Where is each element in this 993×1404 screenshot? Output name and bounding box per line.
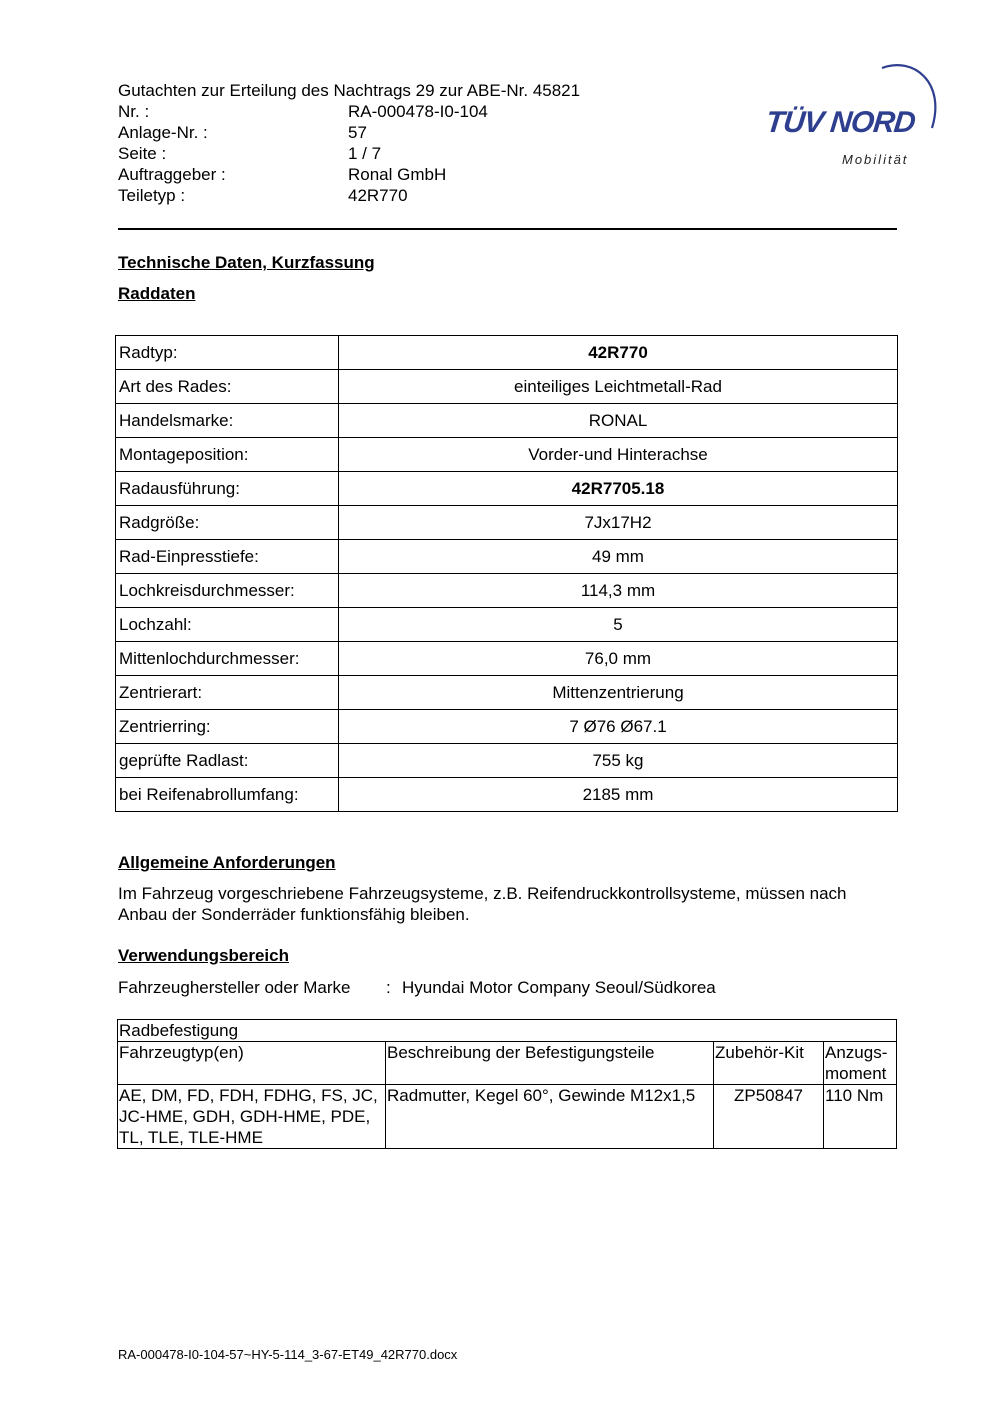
footer-filename: RA-000478-I0-104-57~HY-5-114_3-67-ET49_42R770.docx	[118, 1347, 458, 1362]
wheel-data-label: Lochzahl:	[116, 608, 339, 642]
fastening-description-cell: Radmutter, Kegel 60°, Gewinde M12x1,5	[386, 1085, 714, 1149]
wheel-data-label: Mittenlochdurchmesser:	[116, 642, 339, 676]
wheel-data-label: Zentrierring:	[116, 710, 339, 744]
fastening-title: Radbefestigung	[118, 1020, 897, 1042]
wheel-data-row	[116, 608, 898, 642]
wheel-data-row	[116, 438, 898, 472]
wheel-data-label: Art des Rades:	[116, 370, 339, 404]
header-value: RA-000478-I0-104	[348, 102, 488, 121]
accessory-kit-cell: ZP50847	[714, 1085, 824, 1149]
fastening-header: Beschreibung der Befestigungsteile	[386, 1042, 714, 1085]
header-key: Auftraggeber :	[118, 165, 226, 184]
wheel-data-value: 2185 mm	[339, 778, 898, 812]
wheel-data-label: Montageposition:	[116, 438, 339, 472]
wheel-data-value: 76,0 mm	[339, 642, 898, 676]
wheel-data-label: Handelsmarke:	[116, 404, 339, 438]
wheel-data-label: Zentrierart:	[116, 676, 339, 710]
logo-text: TÜV NORD	[764, 106, 917, 139]
wheel-data-label: Lochkreisdurchmesser:	[116, 574, 339, 608]
wheel-data-value: Vorder-und Hinterachse	[339, 438, 898, 472]
header-value: Ronal GmbH	[348, 165, 447, 184]
vehicle-types-cell: AE, DM, FD, FDH, FDHG, FS, JC, JC-HME, GDH, GDH-HME, PDE, TL, TLE, TLE-HME	[118, 1085, 386, 1149]
header-row-teiletyp	[118, 185, 580, 206]
wheel-data-table	[115, 335, 898, 812]
document-title: Gutachten zur Erteilung des Nachtrags 29 zur ABE-Nr. 45821	[118, 81, 581, 100]
wheel-data-value: 49 mm	[339, 540, 898, 574]
torque-cell: 110 Nm	[824, 1085, 897, 1149]
wheel-data-row	[116, 642, 898, 676]
header-value: 1 / 7	[348, 144, 382, 163]
header-divider	[118, 228, 897, 230]
header-value: 42R770	[348, 186, 408, 205]
section-title-technical: Technische Daten, Kurzfassung	[118, 253, 375, 272]
wheel-data-value: 42R770	[339, 336, 898, 370]
wheel-data-row	[116, 676, 898, 710]
header-value: 57	[348, 123, 367, 142]
wheel-data-value: 5	[339, 608, 898, 642]
header-key: Nr. :	[118, 102, 150, 121]
wheel-data-label: bei Reifenabrollumfang:	[116, 778, 339, 812]
fastening-header: Zubehör-Kit	[714, 1042, 824, 1085]
header-row-seite	[118, 143, 580, 164]
wheel-data-value: 114,3 mm	[339, 574, 898, 608]
wheel-data-value: 42R7705.18	[339, 472, 898, 506]
manufacturer-line	[118, 978, 716, 998]
fastening-table	[117, 1019, 897, 1149]
wheel-data-value: 755 kg	[339, 744, 898, 778]
document-header	[118, 80, 580, 206]
wheel-data-label: geprüfte Radlast:	[116, 744, 339, 778]
wheel-data-value: 7 Ø76 Ø67.1	[339, 710, 898, 744]
wheel-data-value: Mittenzentrierung	[339, 676, 898, 710]
logo-subtitle: Mobilität	[842, 152, 909, 167]
wheel-data-row	[116, 404, 898, 438]
header-key: Seite :	[118, 144, 167, 163]
header-key: Anlage-Nr. :	[118, 123, 208, 142]
general-requirements-text: Im Fahrzeug vorgeschriebene Fahrzeugsysteme, z.B. Reifendruckkontrollsysteme, müssen nach Anbau der Sonderräder funktionsfähig bleiben.	[118, 884, 847, 924]
wheel-data-row	[116, 472, 898, 506]
wheel-data-row	[116, 744, 898, 778]
wheel-data-row	[116, 710, 898, 744]
wheel-data-row	[116, 506, 898, 540]
section-title-general: Allgemeine Anforderungen	[118, 853, 336, 872]
fastening-header: Anzugs-moment	[824, 1042, 897, 1085]
wheel-data-value: einteiliges Leichtmetall-Rad	[339, 370, 898, 404]
wheel-data-value: 7Jx17H2	[339, 506, 898, 540]
wheel-data-row	[116, 574, 898, 608]
wheel-data-label: Radtyp:	[116, 336, 339, 370]
wheel-data-row	[116, 336, 898, 370]
header-row-nr	[118, 101, 580, 122]
wheel-data-row	[116, 540, 898, 574]
section-title-usage: Verwendungsbereich	[118, 946, 289, 965]
header-row-anlage	[118, 122, 580, 143]
wheel-data-label: Rad-Einpresstiefe:	[116, 540, 339, 574]
header-row-auftraggeber	[118, 164, 580, 185]
wheel-data-label: Radausführung:	[116, 472, 339, 506]
wheel-data-row	[116, 778, 898, 812]
wheel-data-value: RONAL	[339, 404, 898, 438]
wheel-data-label: Radgröße:	[116, 506, 339, 540]
header-key: Teiletyp :	[118, 186, 186, 205]
manufacturer-label: Fahrzeughersteller oder Marke	[118, 978, 351, 997]
manufacturer-separator: :	[386, 978, 391, 997]
wheel-data-row	[116, 370, 898, 404]
fastening-header: Fahrzeugtyp(en)	[118, 1042, 386, 1085]
section-title-wheel-data: Raddaten	[118, 284, 196, 303]
manufacturer-value: Hyundai Motor Company Seoul/Südkorea	[402, 978, 716, 997]
